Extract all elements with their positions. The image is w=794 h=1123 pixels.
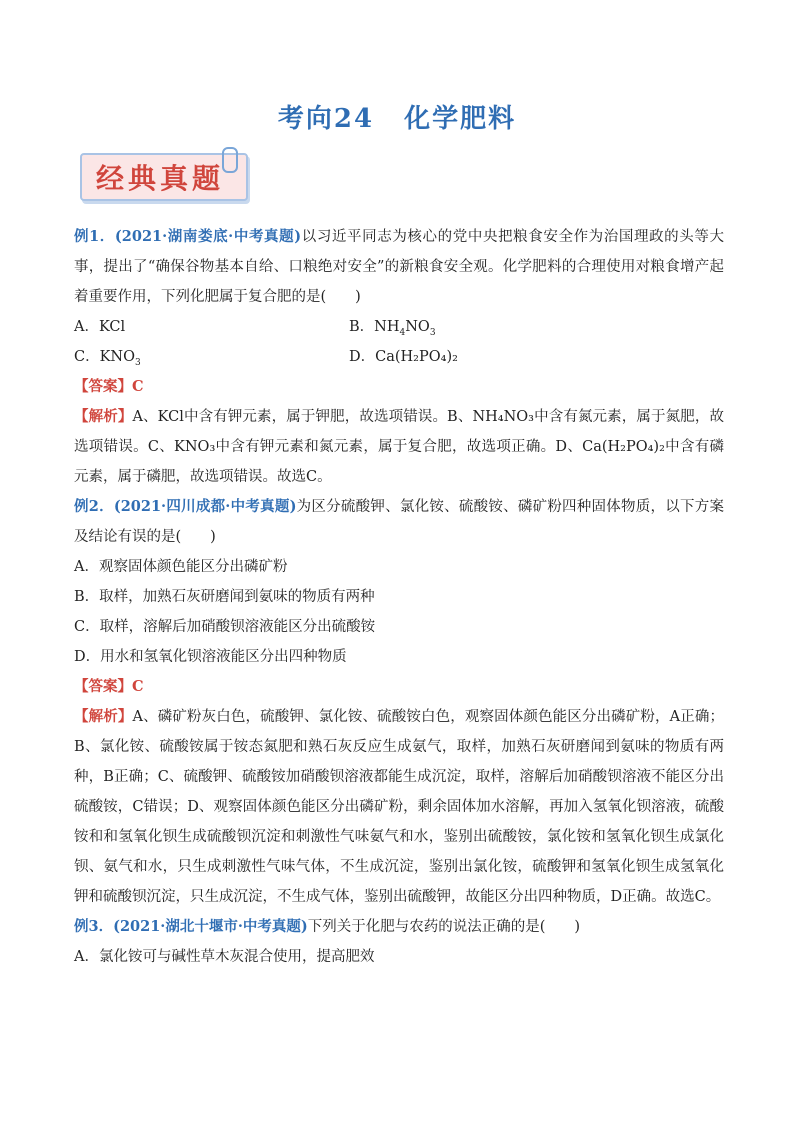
option-a: A．氯化铵可与碱性草木灰混合使用，提高肥效	[74, 949, 375, 965]
option-d: D．用水和氢氧化钡溶液能区分出四种物质	[74, 649, 347, 665]
example-2-answer: 【答案】C	[74, 678, 144, 695]
example-3-question: 例3．(2021·湖北十堰市·中考真题)下列关于化肥与农药的说法正确的是( )	[74, 918, 581, 935]
example-2-analysis: 【解析】A、磷矿粉灰白色，硫酸钾、氯化铵、硫酸铵白色，观察固体颜色能区分出磷矿粉，A正确；B、氯化铵、硫酸铵属于铵态氮肥和熟石灰反应生成氨气，取样，加熟石灰研磨闻到氨味的物质有两种，B正确；C、硫酸钾、硫酸铵加硝酸钡溶液都能生成沉淀，取样，溶解后加硝酸钡溶液不能区分出硫酸铵，C错误；D、观察固体颜色能区分出磷矿粉，剩余固体加水溶解，再加入氢氧化钡溶液，硫酸铵和和氢氧化钡生成硫酸钡沉淀和刺激性气味氨气和水，鉴别出硫酸铵，氯化铵和氢氧化钡生成氯化钡、氨气和水，只生成刺激性气味气体，不生成沉淀，鉴别出氯化铵，硫酸钾和氢氧化钡生成氢氧化钾和硫酸钡沉淀，只生成沉淀，不生成气体，鉴别出硫酸钾，故能区分出四种物质，D正确。故选C。	[74, 708, 724, 905]
option-d: D．Ca(H₂PO₄)₂	[349, 349, 458, 365]
example-1-analysis: 【解析】A、KCl中含有钾元素，属于钾肥，故选项错误。B、NH₄NO₃中含有氮元素，属于氮肥，故选项错误。C、KNO₃中含有钾元素和氮元素，属于复合肥，故选项正确。D、Ca(H₂PO₄)₂中含有磷元素，属于磷肥，故选项错误。故选C。	[74, 408, 724, 485]
example-1-question: 例1．(2021·湖南娄底·中考真题)以习近平同志为核心的党中央把粮食安全作为治国理政的头等大事，提出了“确保谷物基本自给、口粮绝对安全”的新粮食安全观。化学肥料的合理使用对粮食增产起着重要作用，下列化肥属于复合肥的是( )	[74, 228, 724, 305]
example-2-question: 例2．(2021·四川成都·中考真题)为区分硫酸钾、氯化铵、硫酸铵、磷矿粉四种固体物质，以下方案及结论有误的是( )	[74, 498, 724, 545]
option-a: A．KCl	[74, 319, 126, 335]
page-title: 考向24 化学肥料	[277, 104, 517, 134]
option-c: C．取样，溶解后加硝酸钡溶液能区分出硫酸铵	[74, 619, 376, 635]
option-c: C．$KNO_3$	[74, 349, 141, 368]
example-1-options-row-2	[74, 342, 724, 372]
example-1-answer: 【答案】C	[74, 378, 144, 395]
document-body	[74, 222, 724, 972]
example-1-options-row-1	[74, 312, 724, 342]
section-banner	[74, 147, 250, 201]
option-a: A．观察固体颜色能区分出磷矿粉	[74, 559, 288, 575]
option-b: B．取样，加熟石灰研磨闻到氨味的物质有两种	[74, 589, 375, 605]
banner-title: 经典真题	[96, 162, 225, 195]
paperclip-icon	[222, 147, 238, 173]
option-b: B．$NH_4NO_3$	[349, 319, 436, 338]
